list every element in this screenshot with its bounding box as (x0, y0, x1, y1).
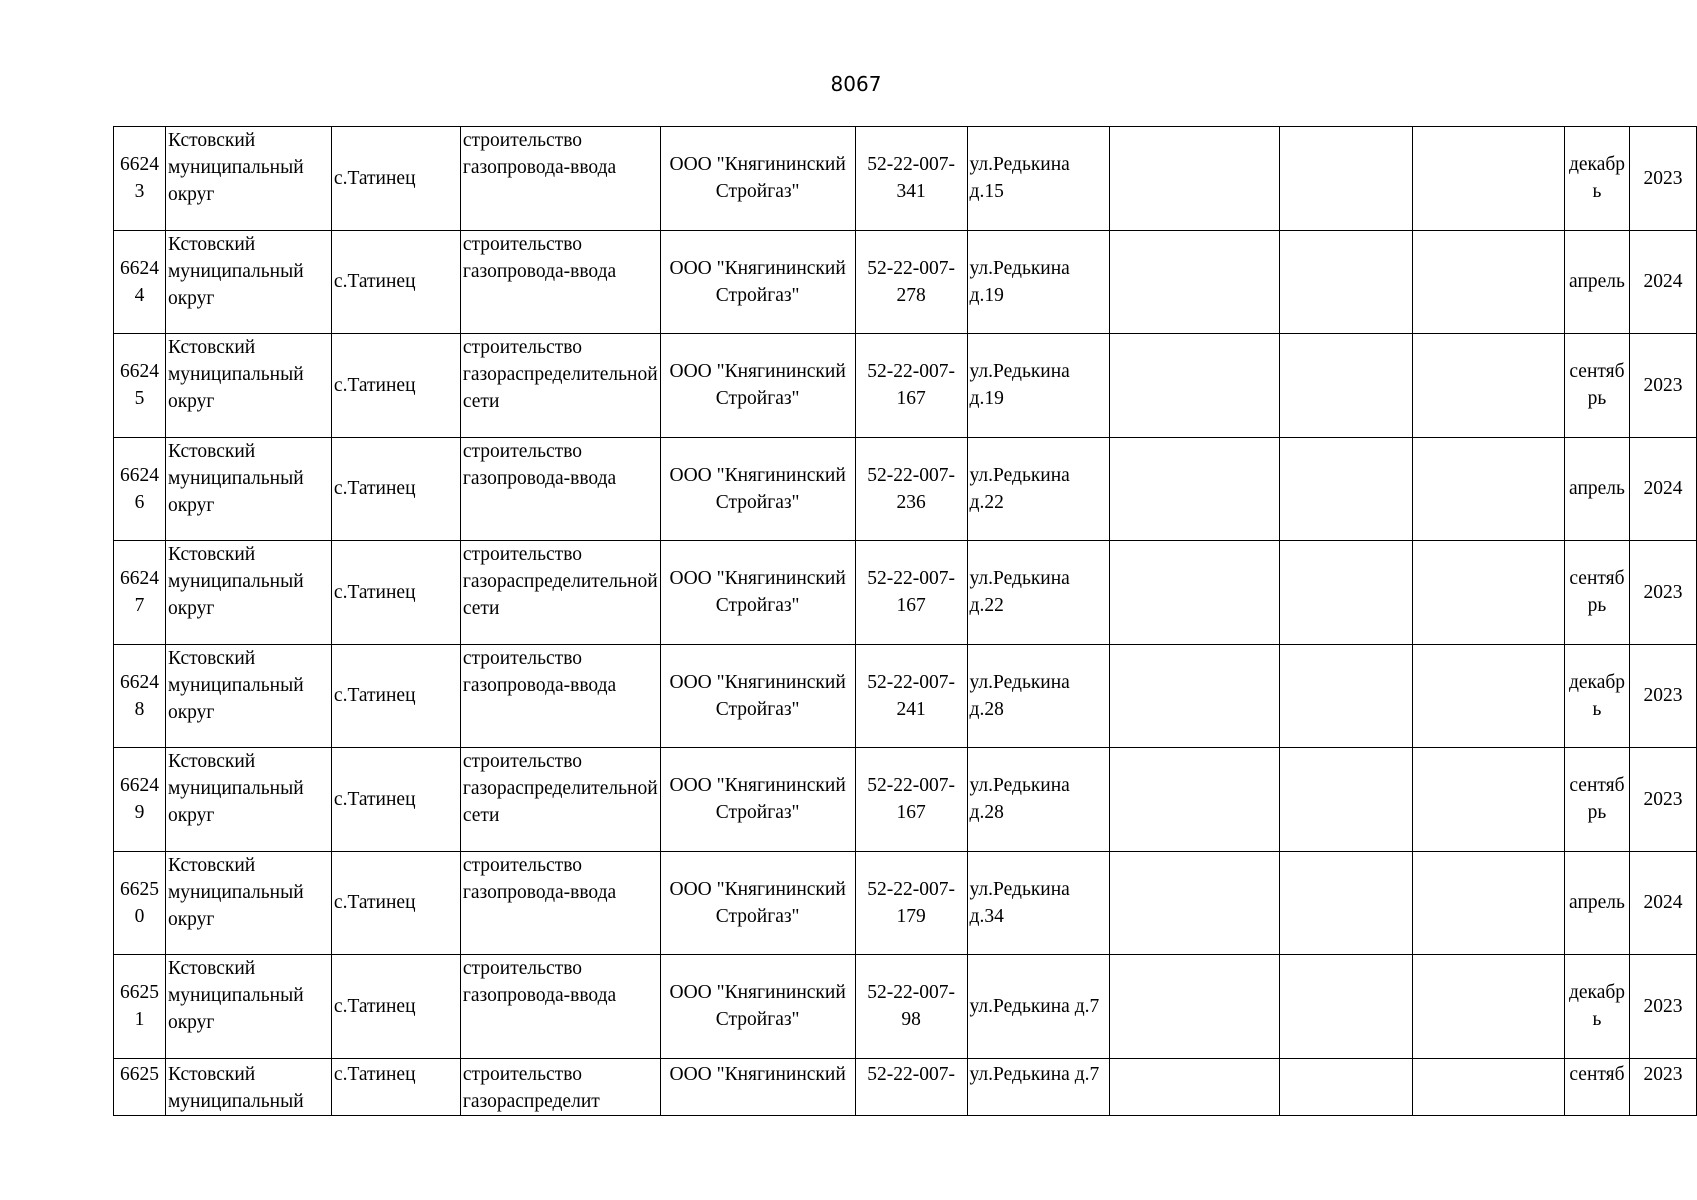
empty-cell (1280, 1058, 1413, 1115)
month-cell: апрель (1565, 851, 1630, 955)
year-cell: 2024 (1629, 851, 1696, 955)
address-cell: ул.Редькина д.22 (967, 437, 1110, 541)
work-type-cell: строительство газопровода-ввода (460, 127, 660, 231)
district-cell: Кстовский муниципальный округ (165, 437, 331, 541)
address-cell: ул.Редькина д.7 (967, 1058, 1110, 1115)
empty-cell (1280, 334, 1413, 438)
district-cell: Кстовский муниципальный округ (165, 851, 331, 955)
month-cell: сентябрь (1565, 334, 1630, 438)
month-cell: декабрь (1565, 127, 1630, 231)
month-cell: сентябрь (1565, 748, 1630, 852)
empty-cell (1413, 334, 1565, 438)
record-number-cell: 66246 (114, 437, 166, 541)
district-cell: Кстовский муниципальный округ (165, 748, 331, 852)
empty-cell (1280, 851, 1413, 955)
empty-cell (1110, 851, 1280, 955)
year-cell: 2023 (1629, 334, 1696, 438)
empty-cell (1280, 437, 1413, 541)
address-cell: ул.Редькина д.34 (967, 851, 1110, 955)
organization-cell: ООО "Княгининский (660, 1058, 855, 1115)
work-type-cell: строительство газопровода-ввода (460, 851, 660, 955)
year-cell: 2023 (1629, 955, 1696, 1059)
empty-cell (1413, 1058, 1565, 1115)
settlement-cell: с.Татинец (331, 127, 460, 231)
organization-cell: ООО "Княгининский Стройгаз" (660, 748, 855, 852)
organization-cell: ООО "Княгининский Стройгаз" (660, 851, 855, 955)
year-cell: 2023 (1629, 1058, 1696, 1115)
settlement-cell: с.Татинец (331, 541, 460, 645)
cadastral-number-cell: 52-22-007-179 (855, 851, 967, 955)
work-type-cell: строительство газораспределительной сети (460, 541, 660, 645)
empty-cell (1413, 748, 1565, 852)
settlement-cell: с.Татинец (331, 1058, 460, 1115)
empty-cell (1110, 955, 1280, 1059)
address-cell: ул.Редькина д.28 (967, 748, 1110, 852)
settlement-cell: с.Татинец (331, 748, 460, 852)
cadastral-number-cell: 52-22-007-241 (855, 644, 967, 748)
year-cell: 2023 (1629, 748, 1696, 852)
empty-cell (1110, 644, 1280, 748)
address-cell: ул.Редькина д.19 (967, 334, 1110, 438)
table-row (114, 748, 1697, 852)
settlement-cell: с.Татинец (331, 851, 460, 955)
empty-cell (1280, 127, 1413, 231)
empty-cell (1110, 437, 1280, 541)
empty-cell (1110, 541, 1280, 645)
work-type-cell: строительство газопровода-ввода (460, 230, 660, 334)
address-cell: ул.Редькина д.22 (967, 541, 1110, 645)
settlement-cell: с.Татинец (331, 230, 460, 334)
cadastral-number-cell: 52-22-007-278 (855, 230, 967, 334)
district-cell: Кстовский муниципальный округ (165, 230, 331, 334)
organization-cell: ООО "Княгининский Стройгаз" (660, 437, 855, 541)
empty-cell (1280, 748, 1413, 852)
empty-cell (1413, 644, 1565, 748)
district-cell: Кстовский муниципальный округ (165, 955, 331, 1059)
work-type-cell: строительство газопровода-ввода (460, 644, 660, 748)
month-cell: декабрь (1565, 644, 1630, 748)
year-cell: 2023 (1629, 127, 1696, 231)
organization-cell: ООО "Княгининский Стройгаз" (660, 230, 855, 334)
table-row (114, 1058, 1697, 1115)
month-cell: сентябрь (1565, 541, 1630, 645)
empty-cell (1280, 230, 1413, 334)
empty-cell (1413, 230, 1565, 334)
settlement-cell: с.Татинец (331, 955, 460, 1059)
month-cell: апрель (1565, 437, 1630, 541)
district-cell: Кстовский муниципальный округ (165, 541, 331, 645)
cadastral-number-cell: 52-22-007-167 (855, 748, 967, 852)
district-cell: Кстовский муниципальный округ (165, 127, 331, 231)
record-number-cell: 66245 (114, 334, 166, 438)
address-cell: ул.Редькина д.7 (967, 955, 1110, 1059)
record-number-cell: 6625 (114, 1058, 166, 1115)
cadastral-number-cell: 52-22-007-98 (855, 955, 967, 1059)
address-cell: ул.Редькина д.15 (967, 127, 1110, 231)
empty-cell (1110, 1058, 1280, 1115)
month-cell: апрель (1565, 230, 1630, 334)
cadastral-number-cell: 52-22-007-167 (855, 541, 967, 645)
address-cell: ул.Редькина д.28 (967, 644, 1110, 748)
table-row (114, 955, 1697, 1059)
district-cell: Кстовский муниципальный округ (165, 644, 331, 748)
table-row (114, 127, 1697, 231)
year-cell: 2023 (1629, 541, 1696, 645)
address-cell: ул.Редькина д.19 (967, 230, 1110, 334)
table-row (114, 230, 1697, 334)
empty-cell (1280, 541, 1413, 645)
cadastral-number-cell: 52-22-007-341 (855, 127, 967, 231)
table-row (114, 851, 1697, 955)
table-row (114, 644, 1697, 748)
cadastral-number-cell: 52-22-007-167 (855, 334, 967, 438)
work-type-cell: строительство газораспределительной сети (460, 334, 660, 438)
record-number-cell: 66249 (114, 748, 166, 852)
organization-cell: ООО "Княгининский Стройгаз" (660, 334, 855, 438)
organization-cell: ООО "Княгининский Стройгаз" (660, 644, 855, 748)
month-cell: сентяб (1565, 1058, 1630, 1115)
record-number-cell: 66250 (114, 851, 166, 955)
year-cell: 2024 (1629, 437, 1696, 541)
record-number-cell: 66248 (114, 644, 166, 748)
empty-cell (1110, 334, 1280, 438)
empty-cell (1110, 748, 1280, 852)
registry-table (113, 126, 1697, 1116)
record-number-cell: 66251 (114, 955, 166, 1059)
record-number-cell: 66243 (114, 127, 166, 231)
settlement-cell: с.Татинец (331, 644, 460, 748)
year-cell: 2024 (1629, 230, 1696, 334)
empty-cell (1280, 644, 1413, 748)
year-cell: 2023 (1629, 644, 1696, 748)
cadastral-number-cell: 52-22-007-236 (855, 437, 967, 541)
record-number-cell: 66244 (114, 230, 166, 334)
organization-cell: ООО "Княгининский Стройгаз" (660, 955, 855, 1059)
page-number: 8067 (830, 72, 882, 96)
month-cell: декабрь (1565, 955, 1630, 1059)
record-number-cell: 66247 (114, 541, 166, 645)
district-cell: Кстовский муниципальный округ (165, 334, 331, 438)
settlement-cell: с.Татинец (331, 437, 460, 541)
table-row (114, 437, 1697, 541)
table-row (114, 334, 1697, 438)
cadastral-number-cell: 52-22-007- (855, 1058, 967, 1115)
table-row (114, 541, 1697, 645)
empty-cell (1413, 127, 1565, 231)
empty-cell (1280, 955, 1413, 1059)
organization-cell: ООО "Княгининский Стройгаз" (660, 541, 855, 645)
work-type-cell: строительство газораспределит (460, 1058, 660, 1115)
work-type-cell: строительство газораспределительной сети (460, 748, 660, 852)
organization-cell: ООО "Княгининский Стройгаз" (660, 127, 855, 231)
empty-cell (1110, 127, 1280, 231)
work-type-cell: строительство газопровода-ввода (460, 955, 660, 1059)
district-cell: Кстовский муниципальный (165, 1058, 331, 1115)
settlement-cell: с.Татинец (331, 334, 460, 438)
empty-cell (1413, 437, 1565, 541)
empty-cell (1413, 851, 1565, 955)
empty-cell (1110, 230, 1280, 334)
empty-cell (1413, 541, 1565, 645)
work-type-cell: строительство газопровода-ввода (460, 437, 660, 541)
empty-cell (1413, 955, 1565, 1059)
